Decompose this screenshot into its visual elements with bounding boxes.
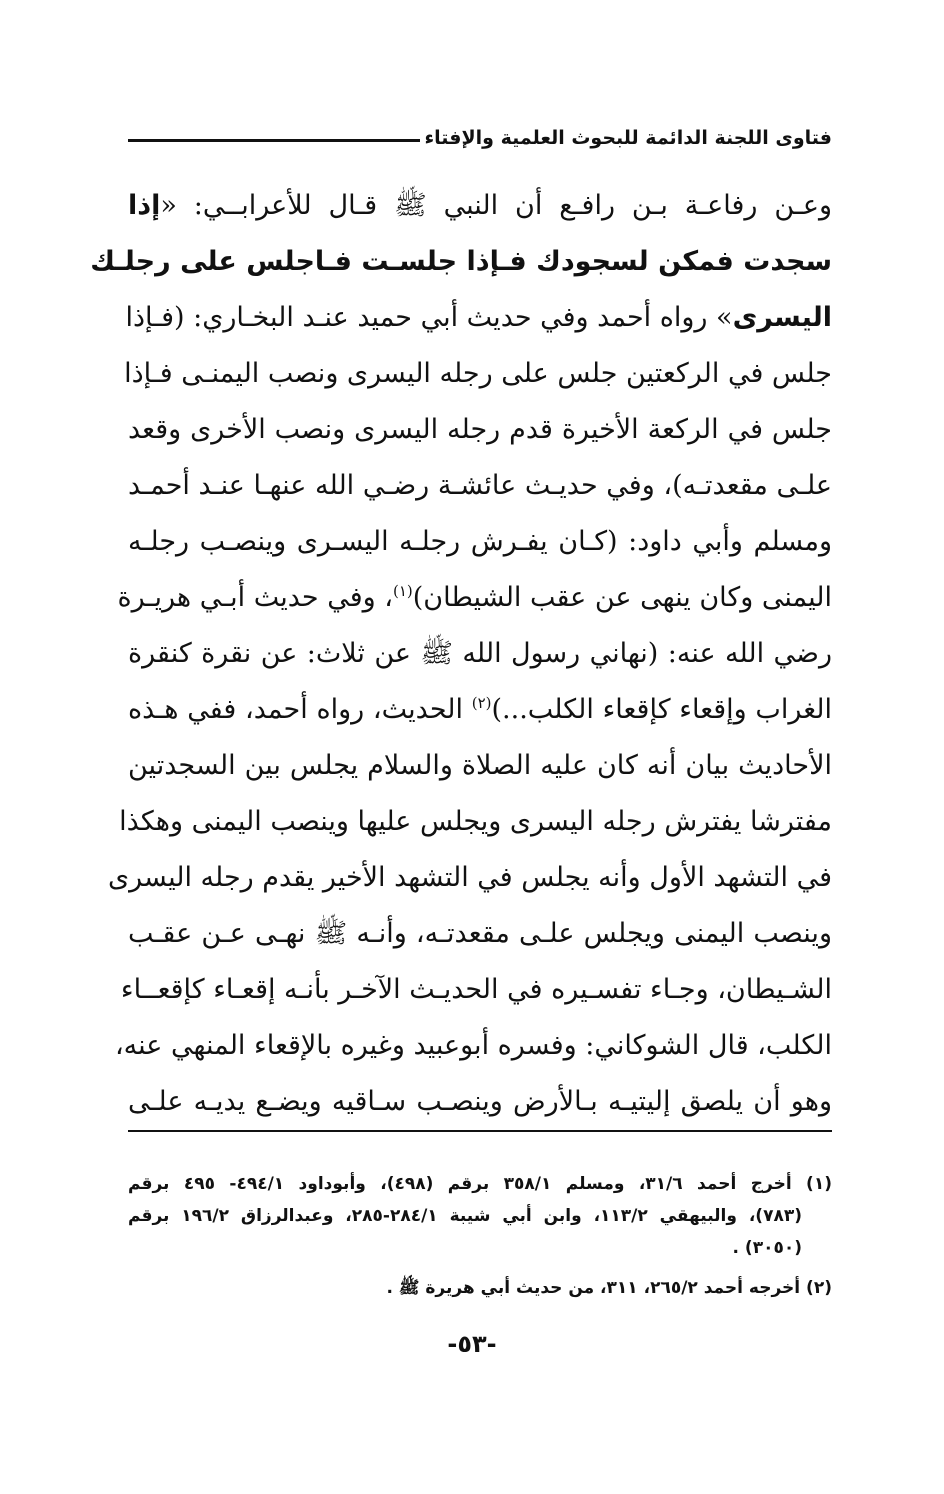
- text-line-13: في التشهد الأول وأنه يجلس في التشهد الأخير يقدم رجله اليسرى: [107, 862, 832, 893]
- header-title: فتاوى اللجنة الدائمة للبحوث العلمية والإفتاء: [424, 127, 832, 149]
- text-line-11: الأحاديث بيان أنه كان عليه الصلاة والسلام يجلس بين السجدتين: [128, 750, 832, 781]
- hadith-quote: إذا: [128, 190, 161, 221]
- text-line-17: وهو أن يلصق إليتيـه بـالأرض وينصـب سـاقيه ويضـع يديـه علـى: [128, 1074, 832, 1132]
- footnote-ref-2[interactable]: (٢): [471, 694, 492, 712]
- text-line-16: الكلب، قال الشوكاني: وفسره أبوعبيد وغيره بالإقعاء المنهي عنه،: [114, 1030, 832, 1061]
- text-line-12: مفترشا يفترش رجله اليسرى ويجلس عليها وينصب اليمنى وهكذا: [119, 806, 832, 837]
- text-line-6: علـى مقعدتـه)، وفي حديـث عائشـة رضـي الله عنهـا عنـد أحمـد: [128, 470, 832, 501]
- text-line-5: جلس في الركعة الأخيرة قدم رجله اليسرى ونصب الأخرى وقعد: [128, 414, 832, 445]
- text-line-14: وينصب اليمنى ويجلس علـى مقعدتـه، وأنـه ﷺ نهـى عـن عقـب: [128, 918, 832, 949]
- running-header: [128, 118, 832, 158]
- footnote-gap: [128, 1264, 832, 1272]
- body-text: [90, 178, 832, 1132]
- footnote-2: (٢) أخرجه أحمد ٢٦٥/٢، ٣١١، من حديث أبي هريرة ﷺ .: [386, 1278, 832, 1298]
- text-line-1: [128, 178, 832, 234]
- footnotes: [128, 1168, 832, 1304]
- footnote-1-line-3: (٣٠٥٠) .: [732, 1238, 802, 1258]
- footnote-ref-1[interactable]: (١): [392, 582, 413, 600]
- text-line-10: [128, 682, 832, 738]
- text-span: » رواه أحمد وفي حديث أبي حميد عنـد البخـاري: (فـإذا: [125, 302, 733, 333]
- header-rule: [128, 139, 420, 142]
- text-line-2: سجدت فمكن لسجودك فـإذا جلسـت فـاجلس على رجلـك: [90, 246, 832, 277]
- text-line-3: [125, 290, 832, 346]
- text-line-4: جلس في الركعتين جلس على رجله اليسرى ونصب اليمنـى فـإذا: [124, 358, 832, 389]
- text-line-8: [117, 570, 832, 626]
- text-line-9: رضي الله عنه: (نهاني رسول الله ﷺ عن ثلاث: عن نقرة كنقرة: [128, 638, 832, 669]
- page-number: -٥٣-: [447, 1330, 497, 1358]
- text-span: ، وفي حديث أبـي هريـرة: [117, 582, 393, 613]
- text-span: اليمنى وكان ينهى عن عقب الشيطان): [412, 582, 832, 613]
- text-line-15: الشـيطان، وجـاء تفسـيره في الحديـث الآخـر بأنـه إقعـاء كإقعــاء: [120, 974, 832, 1005]
- text-span: وعـن رفاعـة بـن رافـع أن النبي ﷺ قـال للأعرابــي: «: [160, 190, 832, 221]
- footnote-1-line-1: (١) أخرج أحمد ٣١/٦، ومسلم ٣٥٨/١ برقم (٤٩٨)، وأبوداود ٤٩٤/١- ٤٩٥ برقم: [128, 1174, 833, 1194]
- hadith-quote: اليسرى: [732, 302, 832, 333]
- text-line-7: ومسلم وأبي داود: (كـان يفـرش رجلـه اليسـرى وينصـب رجلـه: [128, 526, 832, 557]
- text-span: الغراب وإقعاء كإقعاء الكلب...): [491, 694, 832, 725]
- footnote-1-line-2: (٧٨٣)، والبيهقي ١١٣/٢، وابن أبي شيبة ٢٨٤/١-٢٨٥، وعبدالرزاق ١٩٦/٢ برقم: [128, 1206, 802, 1226]
- text-span: الحديث، رواه أحمد، ففي هـذه: [128, 694, 472, 725]
